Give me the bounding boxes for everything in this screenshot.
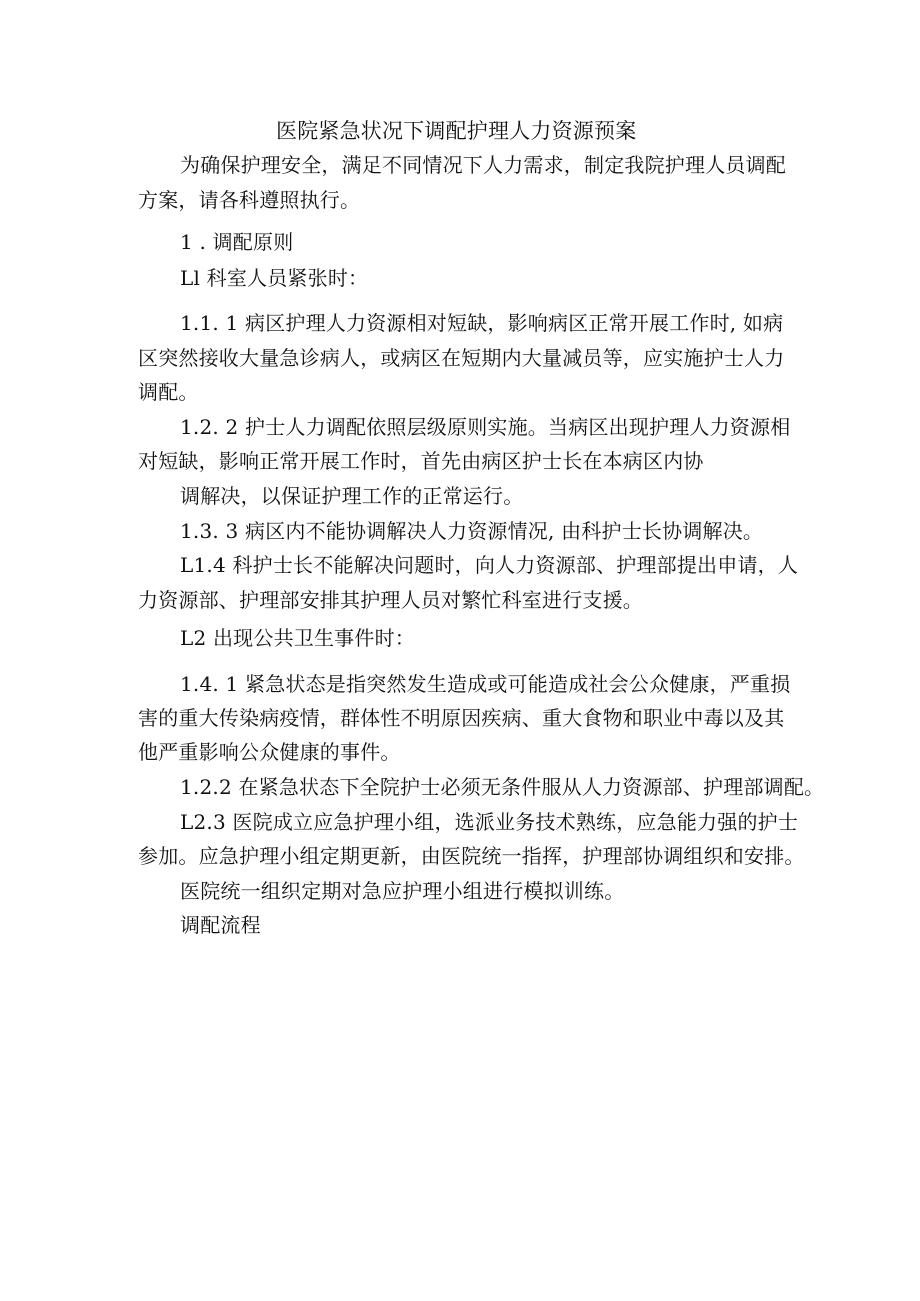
item-1-1-1-line-1: 1.1. 1 病区护理人力资源相对短缺，影响病区正常开展工作时, 如病	[180, 311, 784, 335]
item-1-2-1-line-3: 他严重影响公众健康的事件。	[138, 740, 401, 764]
intro-line-2: 方案，请各科遵照执行。	[138, 188, 361, 212]
item-1-1-1-line-3: 调配。	[138, 380, 199, 404]
item-1-1-1-line-2: 区突然接收大量急诊病人，或病区在短期内大量减员等，应实施护士人力	[138, 346, 785, 370]
subsection-1-1-heading: Ll 科室人员紧张时：	[180, 266, 369, 290]
item-1-1-3: 1.3. 3 病区内不能协调解决人力资源情况, 由科护士长协调解决。	[180, 519, 764, 543]
item-1-2-1-line-2: 害的重大传染病疫情，群体性不明原因疾病、重大食物和职业中毒以及其	[138, 706, 785, 730]
flow-heading: 调配流程	[180, 913, 261, 937]
item-1-1-4-line-2: 力资源部、护理部安排其护理人员对繁忙科室进行支援。	[138, 588, 643, 612]
item-1-2-2: 1.2.2 在紧急状态下全院护士必须无条件服从人力资源部、护理部调配。	[180, 775, 825, 799]
item-1-2-3-line-1: L2.3 医院成立应急护理小组，选派业务技术熟练，应急能力强的护士	[180, 810, 799, 834]
item-1-1-2-line-3: 调解决，以保证护理工作的正常运行。	[180, 484, 524, 508]
item-1-1-2-line-1: 1.2. 2 护士人力调配依照层级原则实施。当病区出现护理人力资源相	[180, 415, 791, 439]
item-1-2-1-line-1: 1.4. 1 紧急状态是指突然发生造成或可能造成社会公众健康，严重损	[180, 672, 791, 696]
training-line: 医院统一组织定期对急应护理小组进行模拟训练。	[180, 879, 625, 903]
intro-line-1: 为确保护理安全，满足不同情况下人力需求，制定我院护理人员调配	[180, 153, 786, 177]
section-1-heading: 1 . 调配原则	[180, 230, 294, 254]
document-title: 医院紧急状况下调配护理人力资源预案	[276, 119, 637, 143]
subsection-1-2-heading: L2 出现公共卫生事件时：	[180, 626, 415, 650]
item-1-1-2-line-2: 对短缺，影响正常开展工作时，首先由病区护士长在本病区内协	[138, 449, 704, 473]
item-1-1-4-line-1: L1.4 科护士长不能解决问题时，向人力资源部、护理部提出申请，人	[180, 553, 799, 577]
item-1-2-3-line-2: 参加。应急护理小组定期更新，由医院统一指挥，护理部协调组织和安排。	[138, 844, 805, 868]
